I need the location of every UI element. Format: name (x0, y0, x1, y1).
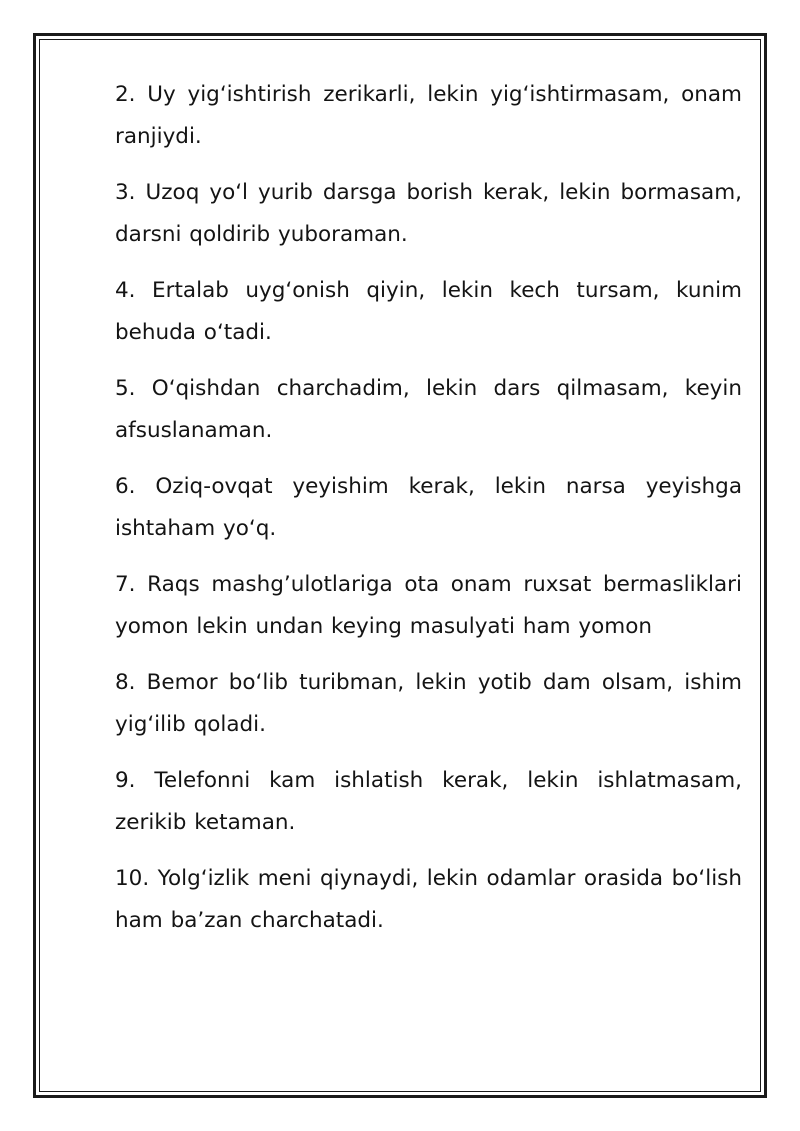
list-item: 9. Telefonni kam ishlatish kerak, lekin ishlatmasam, zerikib ketaman. (115, 768, 742, 835)
list-item: 2. Uy yig‘ishtirish zerikarli, lekin yig‘ishtirmasam, onam ranjiydi. (115, 82, 742, 149)
document-body (115, 74, 742, 956)
list-item: 10. Yolg‘izlik meni qiynaydi, lekin odamlar orasida bo‘lish ham ba’zan charchatadi. (115, 866, 742, 933)
list-item: 5. O‘qishdan charchadim, lekin dars qilmasam, keyin afsuslanaman. (115, 376, 742, 443)
list-item: 7. Raqs mashg’ulotlariga ota onam ruxsat bermasliklari yomon lekin undan keying masulyati ham yomon (115, 572, 742, 639)
list-item: 3. Uzoq yo‘l yurib darsga borish kerak, lekin bormasam, darsni qoldirib yuboraman. (115, 180, 742, 247)
list-item: 6. Oziq-ovqat yeyishim kerak, lekin narsa yeyishga ishtaham yo‘q. (115, 474, 742, 541)
list-item: 8. Bemor bo‘lib turibman, lekin yotib dam olsam, ishim yig‘ilib qoladi. (115, 670, 742, 737)
list-item: 4. Ertalab uyg‘onish qiyin, lekin kech tursam, kunim behuda o‘tadi. (115, 278, 742, 345)
